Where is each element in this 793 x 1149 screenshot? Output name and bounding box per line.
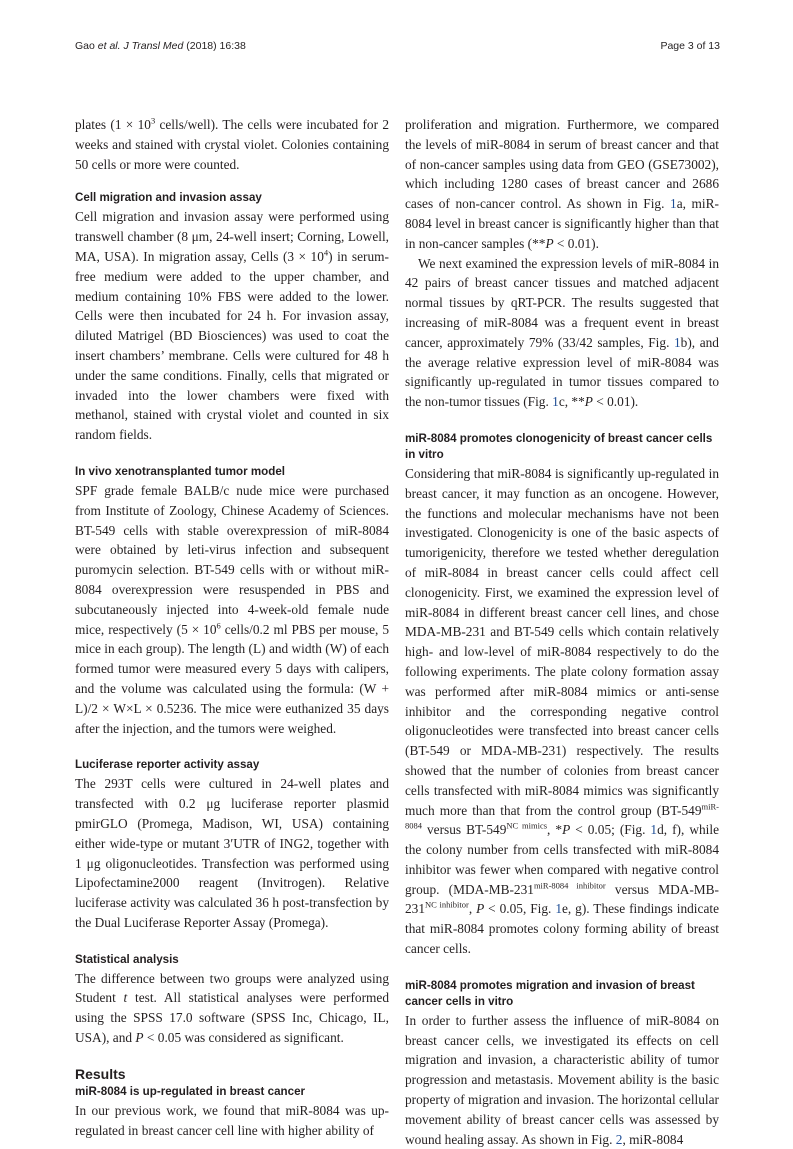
header-volume: (2018) 16:38	[186, 40, 246, 52]
paragraph-xenograft: SPF grade female BALB/c nude mice were purchased from Institute of Zoology, Chinese Academy of Sciences. BT-549 cells with stable overexpression of miR-8084 were obtained by leti-virus infection and subsequent puromycin selection. BT-549 cells with or without miR-8084 overexpression were resuspended in PBS and subcutaneously injected into 4-week-old female nude mice, respectively ($5 \times 10^6$ cells/0.2 ml PBS per mouse, 5 mice in each group). The length (L) and width (W) of each formed tumor were measured every 5 days with calipers, and the volume was calculated using the formula: (W + L)/2 × W×L × 0.5236. The mice were euthanized 35 days after the injection, and the tumors were weighed.	[75, 482, 389, 736]
paragraph-geo-comparison: proliferation and migration. Furthermore, we compared the levels of miR-8084 in serum of breast cancer and that of non-cancer samples using data from GEO (GSE73002), which including 1280 cases of breast cancer and 2686 cases of non-cancer control. As shown in Fig. 1a, miR-8084 level in breast cancer is significantly higher than that in non-cancer samples (**P < 0.01).	[405, 117, 719, 251]
figure-link-1e[interactable]: 1	[555, 901, 562, 917]
paragraph-tissue-pairs: We next examined the expression levels of miR-8084 in 42 pairs of breast cancer tissues and matched adjacent normal tissues by qRT-PCR. The results suggested that increasing of miR-8084 was a frequent event in breast cancer, approximately 79% (33/42 samples, Fig. 1b), and the average relative expression level of miR-8084 was significantly up-regulated in tumor tissues compared to the non-tumor tissues (Fig. 1c, **P < 0.01).	[405, 255, 719, 410]
left-column	[75, 115, 389, 1140]
section-heading-migration-invasion: miR-8084 promotes migration and invasion of breast cancer cells in vitro	[405, 978, 695, 1008]
paragraph-colony-counting: plates ($1 \times 10^3$ cells/well). The cells were incubated for 2 weeks and stained with crystal violet. Colonies containing 50 cells or more were counted.	[75, 115, 389, 172]
section-heading-xenograft: In vivo xenotransplanted tumor model	[75, 464, 286, 478]
figure-link-1d[interactable]: 1	[650, 822, 658, 838]
figure-link-1a[interactable]: 1	[670, 196, 677, 212]
header-authors: Gao	[75, 40, 98, 52]
subsection-heading-upregulated: miR-8084 is up-regulated in breast cancer	[75, 1084, 306, 1098]
figure-link-1b[interactable]: 1	[674, 334, 681, 350]
section-heading-clonogenicity: miR-8084 promotes clonogenicity of breast cancer cells in vitro	[405, 431, 713, 461]
paragraph-migration-invasion: In order to further assess the influence of miR-8084 on breast cancer cells, we investigated its effects on cell migration and invasion, a characteristic ability of tumor progression and metastasis. Movement ability is the basic property of migration and invasion. The horizontal cellular movement ability of breast cancer cells was assessed by wound healing assay. As shown in Fig. 2, miR-8084	[405, 1012, 719, 1147]
figure-link-1c[interactable]: 1	[552, 394, 559, 410]
figure-link-2[interactable]: 2	[615, 1131, 623, 1147]
paragraph-statistics: The difference between two groups were analyzed using Student t test. All statistical analyses were performed using the SPSS 17.0 software (SPSS Inc, Chicago, IL, USA), and P < 0.05 was considered as significant.	[75, 970, 389, 1046]
page-number: Page 3 of 13	[660, 40, 720, 52]
section-heading-results: Results	[75, 1065, 126, 1082]
running-head	[75, 40, 720, 54]
paragraph-previous-work: In our previous work, we found that miR-8084 was up-regulated in breast cancer cell line with higher ability of	[75, 1102, 389, 1138]
section-heading-luciferase: Luciferase reporter activity assay	[75, 758, 260, 772]
paragraph-luciferase: The 293T cells were cultured in 24-well plates and transfected with 0.2 μg luciferase reporter plasmid pmirGLO (Promega, Madison, WI, USA) containing either wide-type or mutant 3′UTR of ING2, together with 1 μg oligonucleotides. Transfection was performed using Lipofectamine2000 reagent (Invitrogen). Relative luciferase activity was calculated 36 h post-transfection by the Dual Luciferase Reporter Assay (Promega).	[75, 776, 389, 930]
section-heading-migration-assay: Cell migration and invasion assay	[75, 191, 262, 205]
header-journal: et al. J Transl Med	[97, 40, 184, 52]
citation-header	[75, 40, 246, 52]
paragraph-clonogenicity: Considering that miR-8084 is significantly up-regulated in breast cancer, it may function as an oncogene. However, the functions and molecular mechanisms have not been investigated. Clonogenicity is one of the basic aspects of tumorigenicity, therefore we tested whether deregulation of miR-8084 in breast cancer cells could affect cell clonogenicity. First, we examined the expression level of miR-8084 in different breast cancer cell lines, and chose MDA-MB-231 and BT-549 cells which contain relatively high- and low-level of miR-8084 respectively to do the following experiments. The plate colony formation assay was performed after miR-8084 mimics or anti-sense inhibitor and the corresponding negative control oligonucleotides were transfected into breast cancer cells (BT-549 or MDA-MB-231) respectively. The results showed that the number of colonies from breast cancer cells transfected with miR-8084 mimics was significantly much more than that from the control group ($BT-549^{miR-8084}$ versus $BT-549^{NC mimics}$, *P < 0.05; (Fig. 1d, f), while the colony number from cells transfected with miR-8084 inhibitor was fewer when compared with negative control group. ($MDA-MB-231^{miR-8084 inhibitor}$ versus MDA-$MB-231^{NC inhibitor}$, P < 0.05, Fig. 1e, g). These findings indicate that miR-8084 promotes colony forming ability of breast cancer cells.	[405, 465, 719, 957]
right-column	[405, 115, 719, 1149]
section-heading-statistics: Statistical analysis	[75, 952, 179, 966]
paragraph-migration-assay: Cell migration and invasion assay were performed using transwell chamber (8 μm, 24-well insert; Corning, Lowell, MA, USA). In migration assay, Cells $(3 \times 10^4)$ in serum-free medium were added to the upper chamber, and medium containing 10% FBS were added to the lower. Cells were then incubated for 24 h. For invasion assay, diluted Matrigel (BD Biosciences) was used to coat the insert chambers’ membrane. Cells were cultured for 48 h under the same conditions. Finally, cells that migrated or invaded into the lower chambers were fixed with methanol, stained with crystal violet and counted in six random fields.	[75, 209, 389, 443]
